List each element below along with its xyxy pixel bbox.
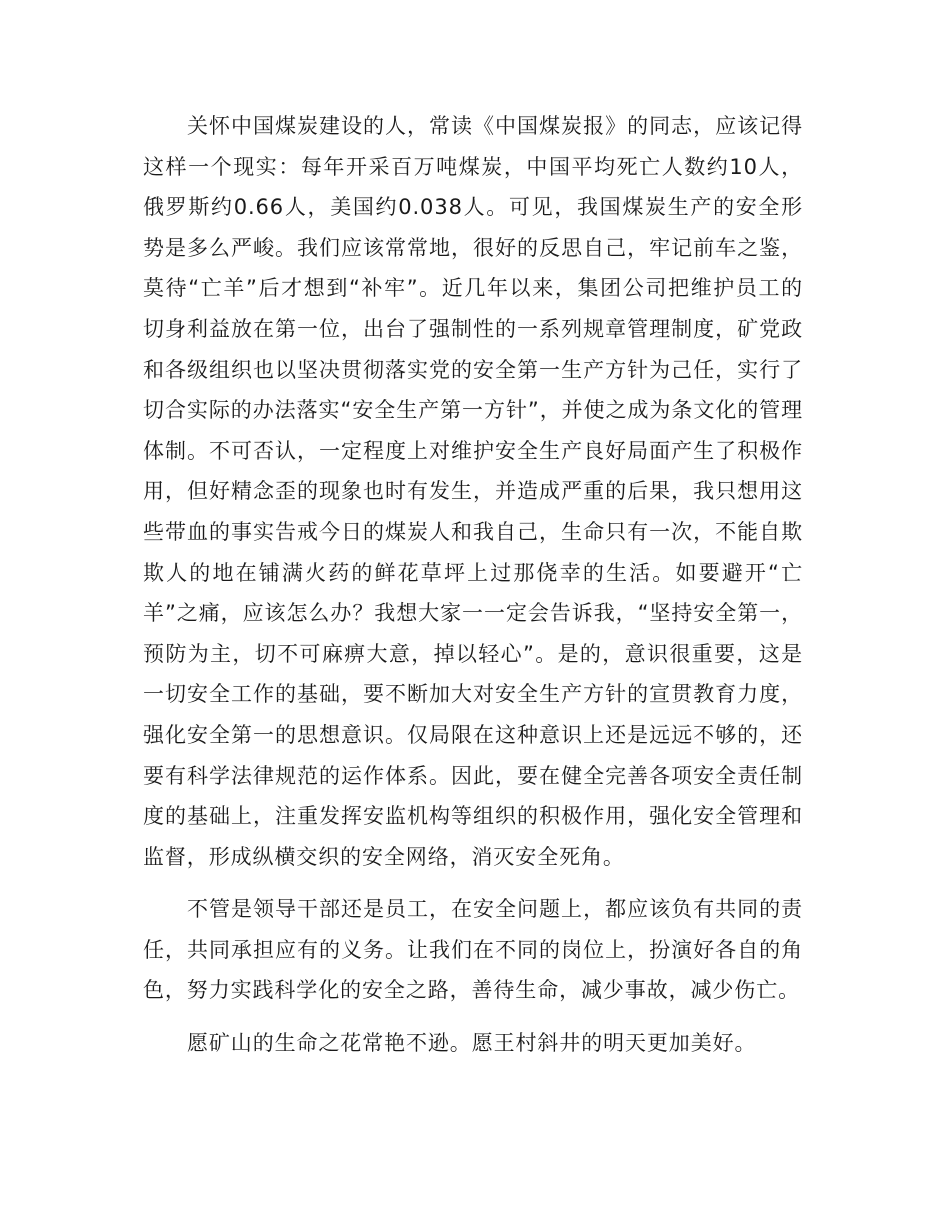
paragraph-3: 愿矿山的生命之花常艳不逊。愿王村斜井的明天更加美好。 [187,1031,757,1056]
document-body [143,106,803,1076]
paragraph-2: 不管是领导干部还是员工，在安全问题上，都应该负有共同的责任，共同承担应有的义务。让我们在不同的岗位上，扮演好各自的角色，努力实践科学化的安全之路，善待生命，减少事故，减少伤亡。 [143,897,803,1003]
paragraph-1: 关怀中国煤炭建设的人，常读《中国煤炭报》的同志，应该记得这样一个现实：每年开采百万吨煤炭，中国平均死亡人数约10人，俄罗斯约0.66人，美国约0.038人。可见，我国煤炭生产的安全形势是多么严峻。我们应该常常地，很好的反思自己，牢记前车之鉴，莫待“亡羊”后才想到“补牢”。近几年以来，集团公司把维护员工的切身利益放在第一位，出台了强制性的一系列规章管理制度，矿党政和各级组织也以坚决贯彻落实党的安全第一生产方针为己任，实行了切合实际的办法落实“安全生产第一方针”，并使之成为条文化的管理体制。不可否认，一定程度上对维护安全生产良好局面产生了积极作用，但好精念歪的现象也时有发生，并造成严重的后果，我只想用这些带血的事实告戒今日的煤炭人和我自己，生命只有一次，不能自欺欺人的地在铺满火药的鲜花草坪上过那侥幸的生活。如要避开“亡羊”之痛，应该怎么办？我想大家一一定会告诉我，“坚持安全第一，预防为主，切不可麻痹大意，掉以轻心”。是的，意识很重要，这是一切安全工作的基础，要不断加大对安全生产方针的宣贯教育力度，强化安全第一的思想意识。仅局限在这种意识上还是远远不够的，还要有科学法律规范的运作体系。因此，要在健全完善各项安全责任制度的基础上，注重发挥安监机构等组织的积极作用，强化安全管理和监督，形成纵横交织的安全网络，消灭安全死角。 [143,114,803,869]
